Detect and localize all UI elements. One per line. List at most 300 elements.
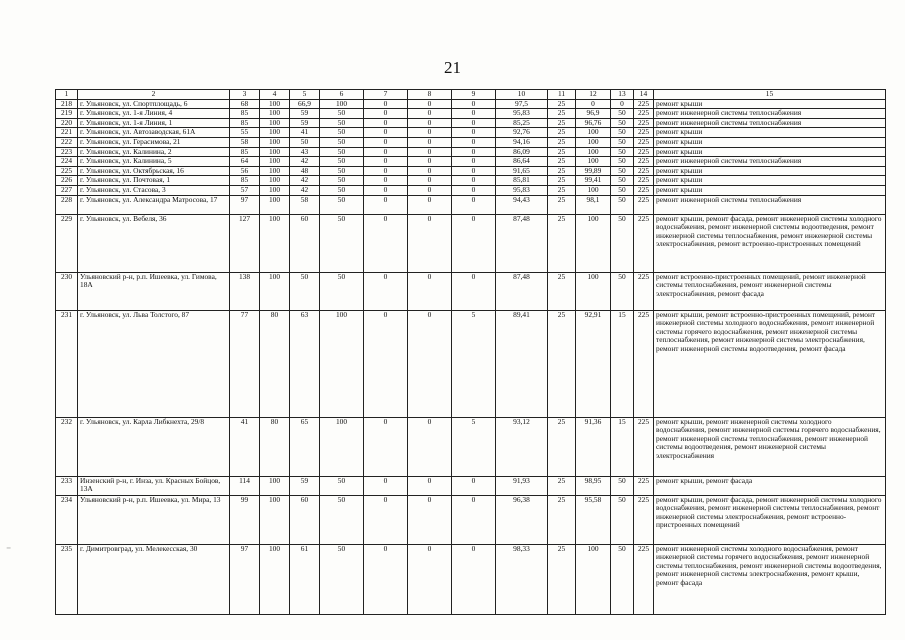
value-cell: 25 [548,195,576,214]
value-cell: 50 [320,176,364,186]
value-cell: 25 [548,118,576,128]
value-cell: 92,76 [496,128,548,138]
value-cell: 59 [290,109,320,119]
value-cell: 0 [408,544,452,614]
value-cell: 97,5 [496,99,548,109]
column-header-6: 6 [320,90,364,100]
value-cell: 58 [290,195,320,214]
value-cell: 225 [634,417,654,476]
value-cell: 50 [320,109,364,119]
table-row [56,214,886,272]
value-cell: 25 [548,157,576,167]
address-cell: г. Ульяновск, ул. Вебеля, 36 [78,214,230,272]
address-cell: г. Ульяновск, ул. Калинина, 2 [78,147,230,157]
value-cell: 5 [452,310,496,417]
value-cell: 96,76 [576,118,611,128]
value-cell: 25 [548,310,576,417]
value-cell: 25 [548,495,576,544]
header-row [56,90,886,100]
value-cell: 25 [548,166,576,176]
value-cell: 55 [230,128,260,138]
address-cell: г. Димитровград, ул. Мелекесская, 30 [78,544,230,614]
works-cell: ремонт крыши [654,128,886,138]
value-cell: 42 [290,157,320,167]
value-cell: 50 [611,176,634,186]
value-cell: 100 [260,544,290,614]
value-cell: 0 [408,109,452,119]
works-cell: ремонт крыши, ремонт фасада, ремонт инженерной системы холодного водоснабжения, ремонт инженерной системы водоотведения, ремонт инженерной системы теплоснабжения, ремонт инженерной системы электроснабжения, ремонт встроенно-пристроенных помещений [654,214,886,272]
value-cell: 225 [634,272,654,310]
column-header-15: 15 [654,90,886,100]
table-row [56,109,886,119]
value-cell: 50 [320,137,364,147]
column-header-10: 10 [496,90,548,100]
table-row [56,128,886,138]
value-cell: 0 [452,185,496,195]
value-cell: 100 [260,272,290,310]
value-cell: 15 [611,310,634,417]
works-cell: ремонт инженерной системы холодного водоснабжения, ремонт инженерной системы горячего водоснабжения, ремонт инженерной системы теплоснабжения, ремонт инженерной системы водоотведения, ремонт инженерной системы электроснабжения, ремонт крыши, ремонт фасада [654,544,886,614]
works-cell: ремонт крыши, ремонт фасада [654,476,886,495]
value-cell: 48 [290,166,320,176]
table-row [56,195,886,214]
value-cell: 25 [548,109,576,119]
value-cell: 0 [364,118,408,128]
value-cell: 77 [230,310,260,417]
value-cell: 0 [408,195,452,214]
value-cell: 0 [408,185,452,195]
column-header-7: 7 [364,90,408,100]
value-cell: 0 [364,109,408,119]
value-cell: 50 [611,166,634,176]
value-cell: 0 [452,495,496,544]
address-cell: Инзенский р-н, г. Инза, ул. Красных Бойцов, 13А [78,476,230,495]
value-cell: 97 [230,195,260,214]
value-cell: 50 [611,476,634,495]
value-cell: 114 [230,476,260,495]
table-row [56,147,886,157]
address-cell: г. Ульяновск, ул. Калинина, 5 [78,157,230,167]
value-cell: 0 [364,166,408,176]
row-number-cell: 218 [56,99,78,109]
value-cell: 25 [548,128,576,138]
value-cell: 25 [548,147,576,157]
value-cell: 63 [290,310,320,417]
table-row [56,495,886,544]
value-cell: 50 [320,157,364,167]
value-cell: 0 [364,176,408,186]
table-row [56,118,886,128]
value-cell: 225 [634,495,654,544]
works-cell: ремонт крыши, ремонт инженерной системы холодного водоснабжения, ремонт инженерной системы горячего водоснабжения, ремонт инженерной системы теплоснабжения, ремонт инженерной системы водоотведения, ремонт инженерной системы электроснабжения [654,417,886,476]
row-number-cell: 227 [56,185,78,195]
repair-program-table [55,89,886,615]
works-cell: ремонт встроенно-пристроенных помещений, ремонт инженерной системы теплоснабжения, ремонт инженерной системы электроснабжения, ремонт фасада [654,272,886,310]
value-cell: 98,95 [576,476,611,495]
table-row [56,272,886,310]
value-cell: 5 [452,417,496,476]
value-cell: 85,81 [496,176,548,186]
value-cell: 80 [260,310,290,417]
row-number-cell: 235 [56,544,78,614]
value-cell: 95,83 [496,185,548,195]
value-cell: 0 [408,417,452,476]
value-cell: 50 [290,137,320,147]
value-cell: 50 [320,166,364,176]
works-cell: ремонт крыши, ремонт фасада, ремонт инженерной системы холодного водоснабжения, ремонт инженерной системы теплоснабжения, ремонт инженерной системы электроснабжения, ремонт встроенно-пристроенных помещений [654,495,886,544]
value-cell: 60 [290,214,320,272]
value-cell: 100 [260,176,290,186]
value-cell: 0 [408,128,452,138]
value-cell: 0 [364,476,408,495]
column-header-4: 4 [260,90,290,100]
value-cell: 86,09 [496,147,548,157]
value-cell: 225 [634,310,654,417]
table-row [56,137,886,147]
value-cell: 97 [230,544,260,614]
value-cell: 25 [548,99,576,109]
value-cell: 100 [260,128,290,138]
value-cell: 0 [408,166,452,176]
value-cell: 68 [230,99,260,109]
value-cell: 225 [634,214,654,272]
value-cell: 100 [320,310,364,417]
column-header-14: 14 [634,90,654,100]
value-cell: 0 [364,272,408,310]
row-number-cell: 232 [56,417,78,476]
value-cell: 0 [452,214,496,272]
value-cell: 50 [290,272,320,310]
row-number-cell: 223 [56,147,78,157]
value-cell: 100 [320,99,364,109]
value-cell: 225 [634,544,654,614]
value-cell: 225 [634,128,654,138]
column-header-13: 13 [611,90,634,100]
value-cell: 225 [634,195,654,214]
value-cell: 93,12 [496,417,548,476]
value-cell: 87,48 [496,272,548,310]
value-cell: 225 [634,157,654,167]
works-cell: ремонт крыши [654,99,886,109]
table-row [56,176,886,186]
address-cell: г. Ульяновск, ул. Льва Толстого, 87 [78,310,230,417]
value-cell: 50 [320,185,364,195]
value-cell: 100 [260,99,290,109]
value-cell: 85,25 [496,118,548,128]
works-cell: ремонт крыши [654,147,886,157]
column-header-8: 8 [408,90,452,100]
value-cell: 0 [364,195,408,214]
value-cell: 85 [230,109,260,119]
value-cell: 0 [576,99,611,109]
value-cell: 0 [408,147,452,157]
value-cell: 91,93 [496,476,548,495]
value-cell: 127 [230,214,260,272]
value-cell: 100 [260,166,290,176]
table-row [56,310,886,417]
value-cell: 100 [576,272,611,310]
value-cell: 50 [611,109,634,119]
value-cell: 100 [260,195,290,214]
value-cell: 0 [364,137,408,147]
table-row [56,157,886,167]
value-cell: 0 [408,495,452,544]
address-cell: г. Ульяновск, ул. 1-я Линия, 4 [78,109,230,119]
works-cell: ремонт инженерной системы теплоснабжения [654,118,886,128]
value-cell: 225 [634,166,654,176]
value-cell: 225 [634,176,654,186]
value-cell: 100 [260,214,290,272]
value-cell: 25 [548,476,576,495]
value-cell: 41 [290,128,320,138]
row-number-cell: 219 [56,109,78,119]
row-number-cell: 220 [56,118,78,128]
column-header-2: 2 [78,90,230,100]
value-cell: 56 [230,166,260,176]
works-cell: ремонт крыши [654,166,886,176]
value-cell: 50 [320,214,364,272]
value-cell: 0 [364,99,408,109]
value-cell: 50 [611,495,634,544]
value-cell: 86,64 [496,157,548,167]
value-cell: 50 [320,128,364,138]
value-cell: 25 [548,176,576,186]
value-cell: 0 [408,118,452,128]
value-cell: 100 [576,185,611,195]
value-cell: 0 [452,166,496,176]
row-number-cell: 234 [56,495,78,544]
row-number-cell: 225 [56,166,78,176]
value-cell: 225 [634,109,654,119]
value-cell: 100 [260,137,290,147]
value-cell: 0 [364,157,408,167]
value-cell: 99,89 [576,166,611,176]
value-cell: 0 [364,214,408,272]
value-cell: 0 [452,137,496,147]
value-cell: 43 [290,147,320,157]
value-cell: 100 [260,157,290,167]
row-number-cell: 233 [56,476,78,495]
value-cell: 25 [548,272,576,310]
value-cell: 225 [634,147,654,157]
value-cell: 0 [364,310,408,417]
value-cell: 95,58 [576,495,611,544]
value-cell: 225 [634,118,654,128]
works-cell: ремонт инженерной системы теплоснабжения [654,109,886,119]
value-cell: 64 [230,157,260,167]
value-cell: 25 [548,137,576,147]
address-cell: г. Ульяновск, ул. Герасимова, 21 [78,137,230,147]
value-cell: 0 [408,476,452,495]
value-cell: 0 [452,99,496,109]
value-cell: 92,91 [576,310,611,417]
value-cell: 0 [611,99,634,109]
value-cell: 0 [452,272,496,310]
value-cell: 50 [611,118,634,128]
value-cell: 100 [576,544,611,614]
row-number-cell: 222 [56,137,78,147]
value-cell: 0 [408,176,452,186]
value-cell: 0 [408,157,452,167]
table-body [56,99,886,614]
value-cell: 94,43 [496,195,548,214]
value-cell: 0 [408,214,452,272]
value-cell: 0 [452,147,496,157]
value-cell: 0 [452,128,496,138]
value-cell: 0 [452,544,496,614]
value-cell: 0 [452,476,496,495]
value-cell: 57 [230,185,260,195]
value-cell: 15 [611,417,634,476]
row-number-cell: 228 [56,195,78,214]
value-cell: 100 [260,495,290,544]
value-cell: 225 [634,185,654,195]
value-cell: 25 [548,417,576,476]
value-cell: 25 [548,214,576,272]
value-cell: 225 [634,137,654,147]
value-cell: 94,16 [496,137,548,147]
address-cell: г. Ульяновск, ул. Автозаводская, 61А [78,128,230,138]
address-cell: г. Ульяновск, ул. Александра Матросова, 17 [78,195,230,214]
value-cell: 91,36 [576,417,611,476]
value-cell: 99 [230,495,260,544]
table-row [56,99,886,109]
value-cell: 85 [230,118,260,128]
value-cell: 61 [290,544,320,614]
value-cell: 138 [230,272,260,310]
column-header-3: 3 [230,90,260,100]
value-cell: 0 [452,118,496,128]
value-cell: 0 [408,272,452,310]
value-cell: 41 [230,417,260,476]
address-cell: Ульяновский р-н, р.п. Ишеевка, ул. Мира, 13 [78,495,230,544]
column-header-1: 1 [56,90,78,100]
value-cell: 225 [634,99,654,109]
column-header-12: 12 [576,90,611,100]
column-header-9: 9 [452,90,496,100]
value-cell: 87,48 [496,214,548,272]
value-cell: 100 [576,137,611,147]
value-cell: 50 [320,272,364,310]
page-number: 21 [444,58,461,77]
row-number-cell: 226 [56,176,78,186]
value-cell: 0 [364,147,408,157]
value-cell: 25 [548,544,576,614]
works-cell: ремонт инженерной системы теплоснабжения [654,195,886,214]
value-cell: 50 [320,118,364,128]
row-number-cell: 230 [56,272,78,310]
value-cell: 66,9 [290,99,320,109]
value-cell: 99,41 [576,176,611,186]
works-cell: ремонт крыши [654,185,886,195]
value-cell: 100 [576,147,611,157]
table-row [56,476,886,495]
value-cell: 50 [320,495,364,544]
value-cell: 98,1 [576,195,611,214]
value-cell: 0 [408,310,452,417]
value-cell: 59 [290,476,320,495]
value-cell: 0 [364,417,408,476]
value-cell: 96,38 [496,495,548,544]
value-cell: 100 [576,214,611,272]
value-cell: 50 [611,157,634,167]
value-cell: 0 [452,176,496,186]
value-cell: 100 [320,417,364,476]
table-row [56,185,886,195]
value-cell: 50 [611,214,634,272]
value-cell: 0 [452,195,496,214]
value-cell: 50 [611,147,634,157]
value-cell: 50 [320,147,364,157]
value-cell: 50 [611,195,634,214]
value-cell: 0 [408,137,452,147]
value-cell: 0 [364,185,408,195]
value-cell: 91,65 [496,166,548,176]
value-cell: 0 [452,109,496,119]
row-number-cell: 224 [56,157,78,167]
value-cell: 98,33 [496,544,548,614]
value-cell: 50 [320,544,364,614]
row-number-cell: 231 [56,310,78,417]
value-cell: 42 [290,185,320,195]
address-cell: г. Ульяновск, ул. 1-я Линия, 1 [78,118,230,128]
value-cell: 89,41 [496,310,548,417]
value-cell: 59 [290,118,320,128]
value-cell: 50 [611,128,634,138]
value-cell: 50 [611,272,634,310]
value-cell: 50 [611,185,634,195]
row-number-cell: 229 [56,214,78,272]
address-cell: г. Ульяновск, ул. Карла Либкнехта, 29/8 [78,417,230,476]
value-cell: 0 [364,495,408,544]
value-cell: 100 [260,109,290,119]
value-cell: 0 [408,99,452,109]
value-cell: 65 [290,417,320,476]
value-cell: 0 [364,544,408,614]
value-cell: 95,83 [496,109,548,119]
address-cell: Ульяновский р-н, р.п. Ишеевка, ул. Гимова, 18А [78,272,230,310]
address-cell: г. Ульяновск, ул. Почтовая, 1 [78,176,230,186]
value-cell: 100 [260,118,290,128]
value-cell: 50 [320,195,364,214]
value-cell: 100 [260,476,290,495]
value-cell: 100 [576,128,611,138]
works-cell: ремонт инженерной системы теплоснабжения [654,157,886,167]
value-cell: 100 [260,185,290,195]
column-header-11: 11 [548,90,576,100]
address-cell: г. Ульяновск, ул. Октябрьская, 16 [78,166,230,176]
value-cell: 225 [634,476,654,495]
value-cell: 100 [260,147,290,157]
works-cell: ремонт крыши, ремонт встроенно-пристроенных помещений, ремонт инженерной системы холодного водоснабжения, ремонт инженерной системы горячего водоснабжения, ремонт инженерной системы теплоснабжения, ремонт инженерной системы электроснабжения, ремонт инженерной системы водоотведения, ремонт фасада [654,310,886,417]
value-cell: 96,9 [576,109,611,119]
table-row [56,544,886,614]
works-cell: ремонт крыши [654,176,886,186]
value-cell: 60 [290,495,320,544]
table-row [56,417,886,476]
margin-mark: ⁻ [6,545,12,556]
value-cell: 0 [452,157,496,167]
value-cell: 50 [611,137,634,147]
value-cell: 42 [290,176,320,186]
address-cell: г. Ульяновск, ул. Спортплощадь, 6 [78,99,230,109]
value-cell: 80 [260,417,290,476]
value-cell: 100 [576,157,611,167]
value-cell: 50 [611,544,634,614]
value-cell: 50 [320,476,364,495]
column-header-5: 5 [290,90,320,100]
value-cell: 85 [230,176,260,186]
